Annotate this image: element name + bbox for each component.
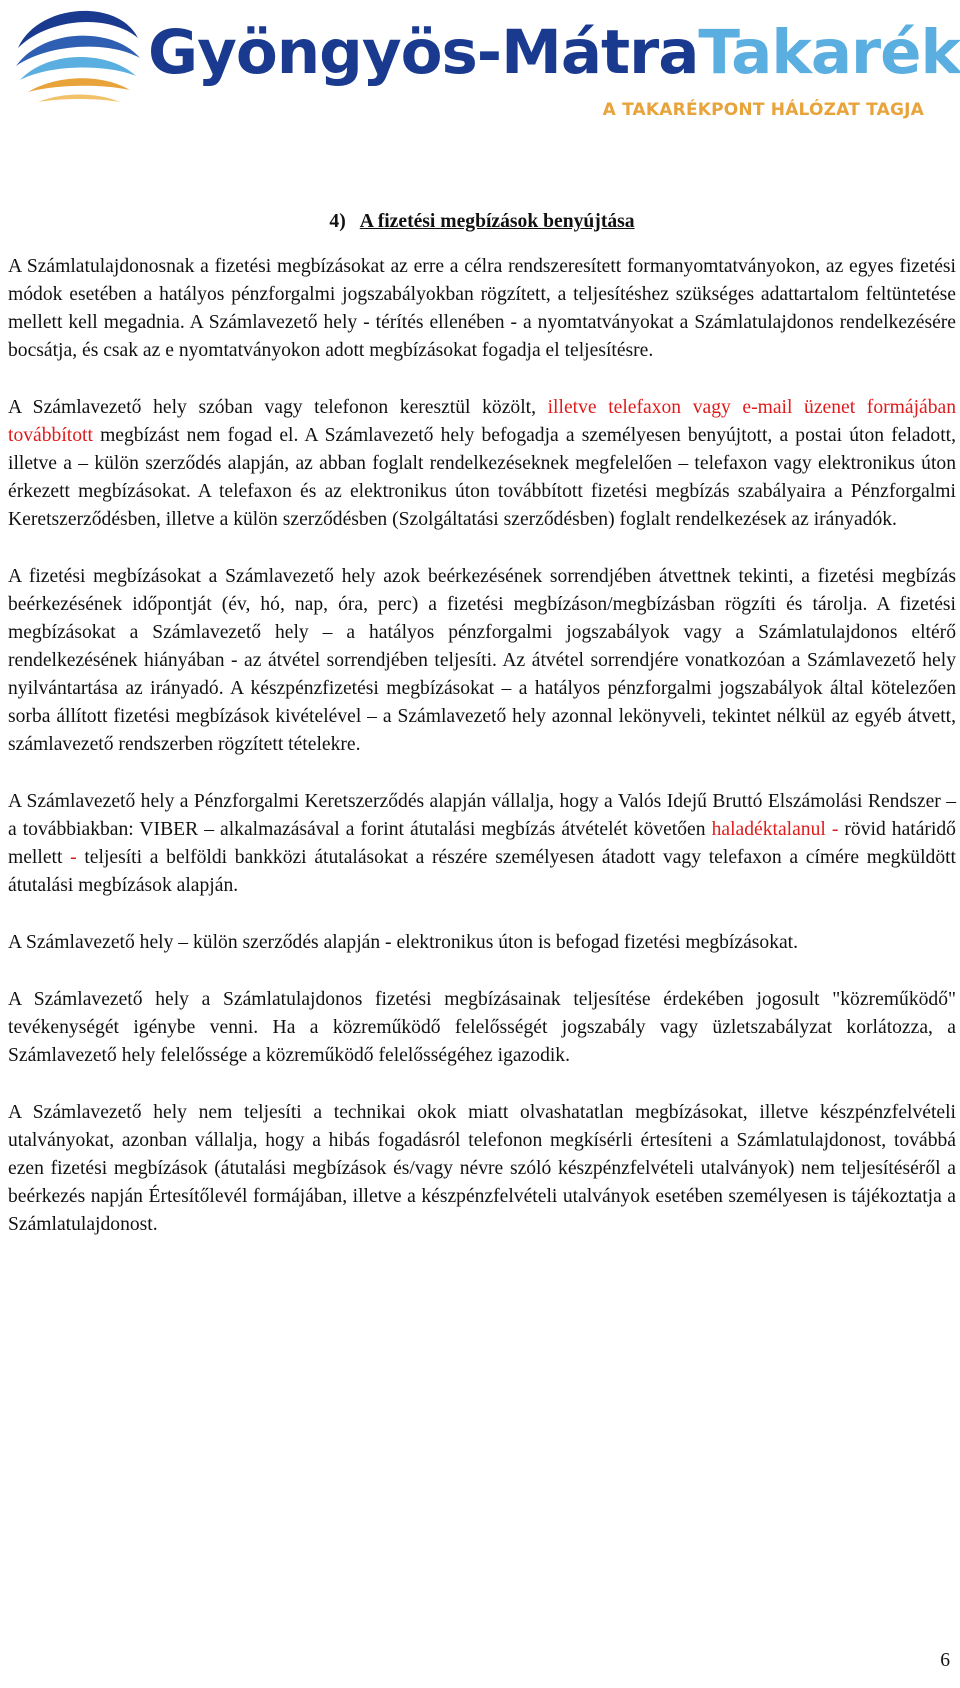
document-body xyxy=(8,208,956,1268)
bank-logo xyxy=(0,0,960,135)
paragraph-6: A Számlavezető hely a Számlatulajdonos fizetési megbízásainak teljesítése érdekében jogosult "közreműködő" tevékenységét igénybe venni. Ha a közreműködő felelősségét jogszabály vagy üzletszabályzat korlátozza, a Számlavezető hely felelőssége a közreműködő felelősségéhez igazodik. xyxy=(8,989,956,1066)
paragraph-2-text-cont: megbízást nem fogad el. A Számlavezető hely befogadja a személyesen benyújtott, a postai úton feladott, illetve a – külön szerződés alapján, az abban foglalt rendelkezéseknek megfelelően – telefaxon vagy elektronikus úton érkezett megbízásokat. A telefaxon és az elektronikus úton továbbított fizetési megbízás szabályaira a Pénzforgalmi Keretszerződésben, illetve a külön szerződésben (Szolgáltatási szerződésben) foglalt rendelkezések az irányadók. xyxy=(8,425,956,530)
paragraph-4-highlight-dash: - xyxy=(70,847,77,868)
section-number: 4) xyxy=(329,211,346,232)
section-title: A fizetési megbízások benyújtása xyxy=(359,211,635,232)
logo-brand-secondary: Takarék xyxy=(698,17,960,88)
paragraph-5: A Számlavezető hely – külön szerződés alapján - elektronikus úton is befogad fizetési megbízásokat. xyxy=(8,932,799,953)
paragraph-2-text: A Számlavezető hely szóban vagy telefonon keresztül közölt, xyxy=(8,397,548,418)
paragraph-4-text-mid: rövid határidő mellett xyxy=(8,819,956,868)
paragraph-3: A fizetési megbízásokat a Számlavezető hely azok beérkezésének sorrendjében átvettnek tekinti, a fizetési megbízás beérkezésének időpontját (év, hó, nap, óra, perc) a fizetési megbízáson/megbízásban rögzíti és tárolja. A fizetési megbízásokat a Számlavezető hely – a hatályos pénzforgalmi jogszabályok vagy a Számlatulajdonos eltérő rendelkezésének hiányában - az átvétel sorrendjében teljesíti. Az átvétel sorrendjére vonatkozóan a Számlavezető hely nyilvántartása az irányadó. A készpénzfizetési megbízásokat – a hatályos pénzforgalmi jogszabályok által kötelezően sorba állított fizetési megbízások kivételével – a Számlavezető hely azonnal lekönyveli, tekintet nélkül az egyéb átvett, számlavezető rendszerben rögzített tételekre. xyxy=(8,566,956,755)
paragraph-2 xyxy=(8,394,956,534)
logo-tagline: A TAKARÉKPONT HÁLÓZAT TAGJA xyxy=(602,100,924,120)
page-number: 6 xyxy=(940,1650,950,1671)
paragraph-4-highlight: haladéktalanul - xyxy=(711,819,839,840)
section-heading xyxy=(8,208,956,236)
paragraph-4 xyxy=(8,788,956,900)
paragraph-2-highlight: illetve telefaxon vagy e-mail üzenet formájában továbbított xyxy=(8,397,957,446)
paragraph-1: A Számlatulajdonosnak a fizetési megbízásokat az erre a célra rendszeresített formanyomtatványokon, az egyes fizetési módok esetében a hatályos pénzforgalmi jogszabályokban rögzített, a teljesítéshez szükséges adattartalom feltüntetése mellett kell megadnia. A Számlavezető hely - térítés ellenében - a nyomtatványokat a Számlatulajdonos rendelkezésére bocsátja, és csak az e nyomtatványokon adott megbízásokat fogadja el teljesítésre. xyxy=(8,256,956,361)
logo-wordmark xyxy=(148,17,960,88)
paragraph-4-text: A Számlavezető hely a Pénzforgalmi Keretszerződés alapján vállalja, hogy a Valós Idejű Bruttó Elszámolási Rendszer – a továbbiakban: VIBER – alkalmazásával a forint átutalási megbízás átvételét követően xyxy=(8,791,956,840)
logo-brand-primary: Gyöngyös-Mátra xyxy=(148,17,699,88)
paragraph-7: A Számlavezető hely nem teljesíti a technikai okok miatt olvashatatlan megbízásokat, illetve készpénzfelvételi utalványokat, azonban vállalja, hogy a hibás fogadásról telefonon megkísérli értesíteni a Számlatulajdonost, továbbá ezen fizetési megbízások (átutalási megbízások és/vagy névre szóló készpénzfelvételi utalványok) nem teljesítéséről a beérkezés napján Értesítőlevél formájában, illetve a készpénzfelvételi utalványok esetében személyesen is tájékoztatja a Számlatulajdonost. xyxy=(8,1102,956,1235)
paragraph-4-text-end: teljesíti a belföldi bankközi átutalásokat a részére személyesen átadott vagy telefaxon a címére megküldött átutalási megbízások alapján. xyxy=(8,847,957,896)
